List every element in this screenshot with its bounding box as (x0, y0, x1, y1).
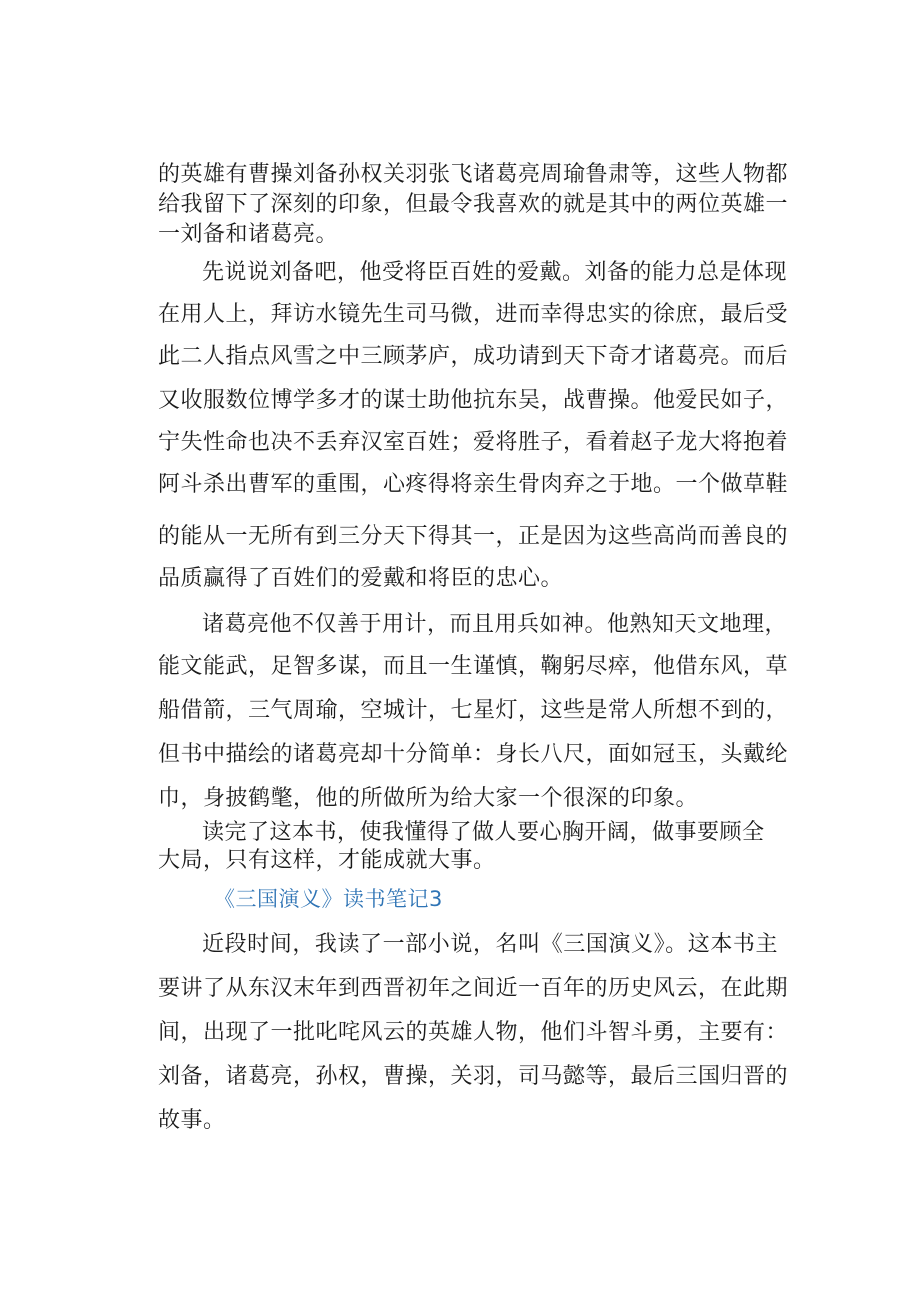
text-line: 先说说刘备吧，他受将臣百姓的爱戴。刘备的能力总是体现 (202, 260, 788, 285)
section-heading: 《三国演义》读书笔记3 (214, 887, 443, 911)
text-line: 此二人指点风雪之中三顾茅庐，成功请到天下奇才诸葛亮。而后 (158, 344, 789, 369)
text-line: 又收服数位博学多才的谋士助他抗东吴，战曹操。他爱民如子， (158, 388, 789, 413)
text-line: 要讲了从东汉末年到西晋初年之间近一百年的历史风云，在此期 (158, 976, 789, 1001)
text-line: 但书中描绘的诸葛亮却十分简单：身长八尺，面如冠玉，头戴纶 (158, 742, 789, 767)
text-line: 宁失性命也决不丢弃汉室百姓；爱将胜子，看着赵子龙大将抱着 (158, 430, 789, 455)
text-line: 给我留下了深刻的印象，但最令我喜欢的就是其中的两位英雄一 (158, 192, 789, 217)
text-line: 的英雄有曹操刘备孙权关羽张飞诸葛亮周瑜鲁肃等，这些人物都 (158, 162, 789, 187)
text-line: 刘备，诸葛亮，孙权，曹操，关羽，司马懿等，最后三国归晋的 (158, 1064, 789, 1089)
text-line: 的能从一无所有到三分天下得其一，正是因为这些高尚而善良的 (158, 524, 789, 549)
text-line: 读完了这本书，使我懂得了做人要心胸开阔，做事要顾全 (202, 820, 765, 845)
text-line: 品质赢得了百姓们的爱戴和将臣的忠心。 (158, 566, 564, 591)
text-line: 能文能武，足智多谋，而且一生谨慎，鞠躬尽瘁，他借东风，草 (158, 654, 789, 679)
text-line: 在用人上，拜访水镜先生司马微，进而幸得忠实的徐庶，最后受 (158, 302, 789, 327)
text-line: 间，出现了一批叱咤风云的英雄人物，他们斗智斗勇，主要有： (158, 1020, 789, 1045)
text-line: 近段时间，我读了一部小说，名叫《三国演义》。这本书主 (202, 932, 778, 957)
text-line: 诸葛亮他不仅善于用计，而且用兵如神。他熟知天文地理， (202, 612, 788, 637)
text-line: 阿斗杀出曹军的重围，心疼得将亲生骨肉弃之于地。一个做草鞋 (158, 472, 789, 497)
text-line: 巾，身披鹤氅，他的所做所为给大家一个很深的印象。 (158, 786, 699, 811)
text-line: 故事。 (158, 1108, 226, 1133)
text-line: 船借箭，三气周瑜，空城计，七星灯，这些是常人所想不到的， (158, 698, 789, 723)
text-line: 一刘备和诸葛亮。 (158, 222, 339, 247)
text-line: 大局，只有这样，才能成就大事。 (158, 848, 496, 873)
